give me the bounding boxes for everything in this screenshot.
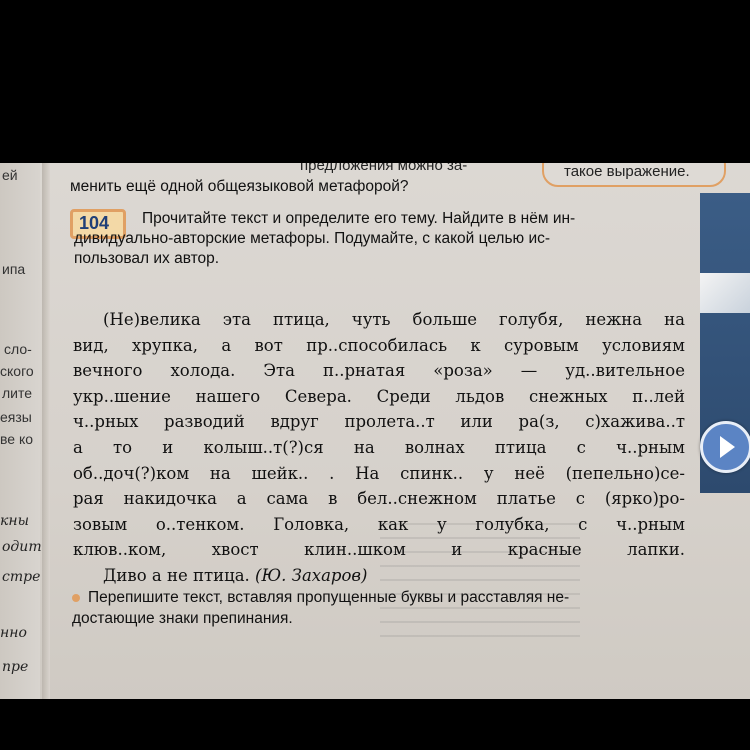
margin-fragment: ей [2, 167, 18, 183]
exercise-text [73, 307, 685, 589]
margin-note-box [542, 163, 726, 187]
margin-note-text: такое выражение. [564, 163, 690, 180]
text-line: рая накидочка а сама в бел..снежном платье с (ярко)ро- [73, 489, 685, 509]
text-line: укр..шение нашего Севера. Среди льдов снежных п..лей [73, 386, 685, 406]
exercise-assignment [72, 587, 569, 629]
textbook-page [0, 163, 750, 699]
text-closing: Диво а не птица. [103, 565, 250, 585]
book-spine [42, 163, 50, 699]
play-icon[interactable] [700, 421, 750, 473]
text-line: вид, хрупка, а вот пр..способилась к суровым условиям [73, 335, 685, 355]
margin-fragment: лите [2, 385, 33, 401]
assignment-line: Перепишите текст, вставляя пропущенные буквы и расставляя не- [88, 589, 570, 606]
margin-fragment: сло- [4, 341, 32, 357]
margin-fragment: нно [0, 625, 27, 641]
previous-task-line: предложения можно за- [300, 163, 468, 174]
bullet-icon [72, 594, 80, 602]
task-line: пользовал их автор. [74, 250, 220, 267]
margin-fragment: ипа [2, 261, 26, 277]
margin-fragment: кны [0, 513, 29, 529]
margin-fragment: одит [2, 539, 42, 555]
adjacent-page-margin [0, 163, 40, 699]
margin-fragment: еязы [0, 409, 32, 425]
text-line: (Не)велика эта птица, чуть больше голубя, нежна на [103, 310, 685, 329]
margin-fragment: пре [2, 659, 29, 675]
text-line: клюв..ком, хвост клин..шком и красные лапки. [73, 540, 685, 560]
text-line: вечного холода. Эта п..рнатая «роза» — уд..вительное [73, 361, 685, 381]
task-number: 104 [79, 213, 110, 233]
task-line: Прочитайте текст и определите его тему. Найдите в нём ин- [142, 210, 576, 227]
text-line: зовым о..тенком. Головка, как у голубка, с ч..рным [73, 514, 685, 534]
assignment-line: достающие знаки препинания. [72, 610, 293, 627]
text-last-line [73, 563, 685, 589]
margin-fragment: ве ко [0, 431, 34, 447]
margin-fragment: стре [2, 569, 41, 585]
text-line: об..доч(?)ком на шейк.. . На спинк.. у неё (пепельно)се- [73, 463, 685, 483]
text-line: ч..рных разводий вдруг пролета..т или ра(з, с)хажива..т [73, 412, 685, 432]
illustration-ice [700, 273, 750, 313]
text-line: а то и колыш..т(?)ся на волнах птица с ч..рным [73, 437, 685, 457]
margin-fragment: ского [0, 363, 34, 379]
previous-task-line: менить ещё одной общеязыковой метафорой? [70, 178, 409, 195]
task-line: дивидуально-авторские метафоры. Подумайте, с какой целью ис- [74, 230, 551, 247]
text-author: (Ю. Захаров) [255, 565, 368, 585]
